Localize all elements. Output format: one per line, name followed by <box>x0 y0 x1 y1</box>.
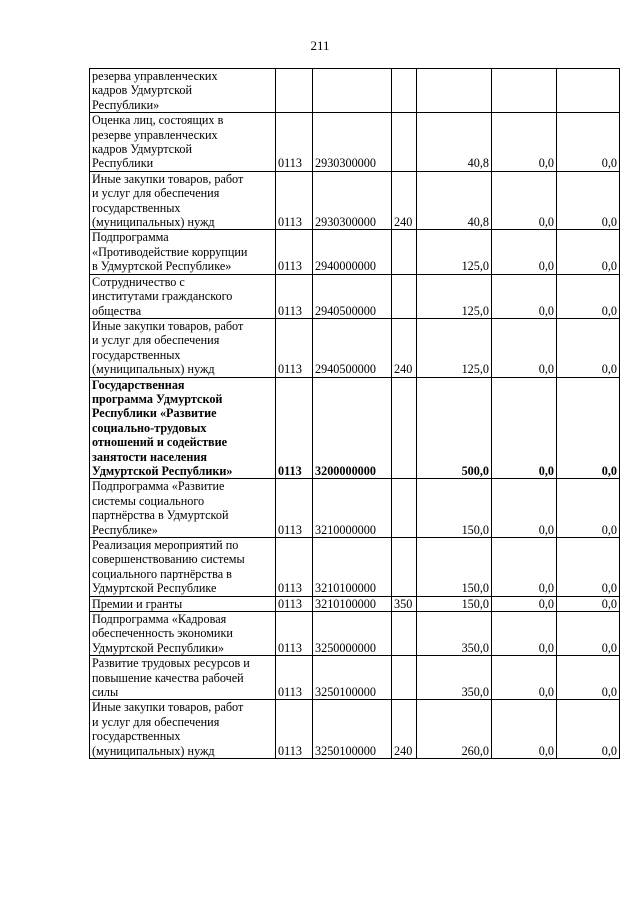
expense-type-cell <box>392 274 417 318</box>
item-name-line: Государственная <box>92 377 185 392</box>
target-article-cell: 2940000000 <box>313 230 392 274</box>
item-name-cell <box>90 656 276 700</box>
expense-type-cell <box>392 612 417 656</box>
target-article-cell: 2940500000 <box>313 274 392 318</box>
item-name-line: государственных <box>92 729 181 744</box>
table-row <box>90 230 620 274</box>
item-name-line: (муниципальных) нужд <box>92 743 215 758</box>
razdel-cell: 0113 <box>276 230 313 274</box>
item-name-line: резерве управленческих <box>92 127 218 142</box>
target-article-cell: 3210000000 <box>313 479 392 538</box>
amount-year3-cell: 0,0 <box>557 596 620 611</box>
item-name-line: совершенствованию системы <box>92 552 245 567</box>
item-name-line: и услуг для обеспечения <box>92 333 220 348</box>
amount-year3-cell: 0,0 <box>557 274 620 318</box>
amount-year2-cell: 0,0 <box>492 656 557 700</box>
amount-year3-cell: 0,0 <box>557 479 620 538</box>
target-article-cell: 2930300000 <box>313 113 392 172</box>
item-name-line: Республики «Развитие <box>92 406 217 421</box>
amount-year1-cell <box>417 69 492 113</box>
item-name-line: Иные закупки товаров, работ <box>92 700 244 715</box>
item-name-line: Удмуртской Республики» <box>92 640 224 655</box>
razdel-cell: 0113 <box>276 171 313 230</box>
target-article-cell: 3250100000 <box>313 700 392 759</box>
amount-year1-cell: 260,0 <box>417 700 492 759</box>
item-name-line: обеспеченность экономики <box>92 626 233 641</box>
item-name-cell <box>90 113 276 172</box>
table-row <box>90 479 620 538</box>
target-article-cell: 3250100000 <box>313 656 392 700</box>
item-name-line: Подпрограмма «Кадровая <box>92 612 227 627</box>
item-name-line: «Противодействие коррупции <box>92 244 248 259</box>
amount-year2-cell: 0,0 <box>492 113 557 172</box>
razdel-cell: 0113 <box>276 612 313 656</box>
amount-year1-cell: 125,0 <box>417 318 492 377</box>
amount-year1-cell: 150,0 <box>417 479 492 538</box>
amount-year2-cell: 0,0 <box>492 596 557 611</box>
table-row <box>90 656 620 700</box>
amount-year3-cell: 0,0 <box>557 538 620 597</box>
amount-year2-cell: 0,0 <box>492 274 557 318</box>
amount-year2-cell: 0,0 <box>492 479 557 538</box>
amount-year1-cell: 40,8 <box>417 171 492 230</box>
item-name-line: кадров Удмуртской <box>92 83 192 98</box>
item-name-cell <box>90 69 276 113</box>
expense-type-cell <box>392 69 417 113</box>
item-name-line: резерва управленческих <box>92 69 218 83</box>
expense-type-cell: 240 <box>392 700 417 759</box>
expense-type-cell: 240 <box>392 171 417 230</box>
page-number: 211 <box>310 38 330 53</box>
amount-year3-cell <box>557 69 620 113</box>
item-name-line: Оценка лиц, состоящих в <box>92 113 224 128</box>
item-name-line: Премии и гранты <box>92 596 183 611</box>
amount-year2-cell: 0,0 <box>492 612 557 656</box>
amount-year1-cell: 150,0 <box>417 538 492 597</box>
item-name-cell <box>90 230 276 274</box>
budget-table <box>89 68 620 759</box>
target-article-cell: 2930300000 <box>313 171 392 230</box>
razdel-cell: 0113 <box>276 479 313 538</box>
razdel-cell: 0113 <box>276 700 313 759</box>
item-name-line: Подпрограмма <box>92 230 169 245</box>
item-name-cell <box>90 479 276 538</box>
item-name-cell <box>90 171 276 230</box>
item-name-line: занятости населения <box>92 449 207 464</box>
table-row <box>90 274 620 318</box>
item-name-line: (муниципальных) нужд <box>92 362 215 377</box>
item-name-line: Подпрограмма «Развитие <box>92 479 225 494</box>
item-name-line: кадров Удмуртской <box>92 142 192 157</box>
razdel-cell: 0113 <box>276 377 313 479</box>
table-row <box>90 612 620 656</box>
item-name-line: отношений и содействие <box>92 435 228 450</box>
item-name-cell <box>90 318 276 377</box>
item-name-line: Республики <box>92 156 154 171</box>
amount-year3-cell: 0,0 <box>557 656 620 700</box>
item-name-line: Иные закупки товаров, работ <box>92 318 244 333</box>
expense-type-cell: 350 <box>392 596 417 611</box>
target-article-cell: 3210100000 <box>313 538 392 597</box>
item-name-line: системы социального <box>92 493 205 508</box>
razdel-cell: 0113 <box>276 113 313 172</box>
razdel-cell: 0113 <box>276 538 313 597</box>
table-row <box>90 69 620 113</box>
expense-type-cell <box>392 113 417 172</box>
item-name-line: Развитие трудовых ресурсов и <box>92 656 250 671</box>
amount-year1-cell: 125,0 <box>417 230 492 274</box>
item-name-line: повышение качества рабочей <box>92 670 244 685</box>
amount-year3-cell: 0,0 <box>557 377 620 479</box>
expense-type-cell <box>392 538 417 597</box>
expense-type-cell <box>392 479 417 538</box>
table-row <box>90 113 620 172</box>
target-article-cell <box>313 69 392 113</box>
item-name-line: силы <box>92 685 119 700</box>
table-row <box>90 318 620 377</box>
table-body <box>90 69 620 759</box>
expense-type-cell <box>392 377 417 479</box>
expense-type-cell <box>392 656 417 700</box>
item-name-line: Удмуртской Республики» <box>92 463 233 478</box>
item-name-line: Удмуртской Республике <box>92 581 217 596</box>
amount-year1-cell: 350,0 <box>417 656 492 700</box>
item-name-cell <box>90 538 276 597</box>
amount-year1-cell: 125,0 <box>417 274 492 318</box>
table-row <box>90 377 620 479</box>
item-name-cell <box>90 596 276 611</box>
amount-year3-cell: 0,0 <box>557 612 620 656</box>
item-name-line: государственных <box>92 347 181 362</box>
amount-year1-cell: 500,0 <box>417 377 492 479</box>
item-name-line: социального партнёрства в <box>92 566 232 581</box>
amount-year2-cell: 0,0 <box>492 230 557 274</box>
table-row <box>90 700 620 759</box>
item-name-cell <box>90 377 276 479</box>
item-name-line: в Удмуртской Республике» <box>92 259 232 274</box>
target-article-cell: 3200000000 <box>313 377 392 479</box>
amount-year3-cell: 0,0 <box>557 113 620 172</box>
amount-year3-cell: 0,0 <box>557 700 620 759</box>
item-name-line: государственных <box>92 200 181 215</box>
table-row <box>90 596 620 611</box>
razdel-cell <box>276 69 313 113</box>
razdel-cell: 0113 <box>276 596 313 611</box>
amount-year2-cell: 0,0 <box>492 538 557 597</box>
amount-year3-cell: 0,0 <box>557 230 620 274</box>
item-name-line: и услуг для обеспечения <box>92 714 220 729</box>
item-name-line: институтами гражданского <box>92 289 233 304</box>
amount-year2-cell: 0,0 <box>492 171 557 230</box>
item-name-line: Республике» <box>92 522 158 537</box>
item-name-line: социально-трудовых <box>92 420 207 435</box>
item-name-cell <box>90 612 276 656</box>
item-name-line: Реализация мероприятий по <box>92 538 239 552</box>
item-name-line: (муниципальных) нужд <box>92 215 215 230</box>
expense-type-cell <box>392 230 417 274</box>
target-article-cell: 3210100000 <box>313 596 392 611</box>
amount-year2-cell: 0,0 <box>492 318 557 377</box>
amount-year3-cell: 0,0 <box>557 171 620 230</box>
item-name-line: Иные закупки товаров, работ <box>92 171 244 186</box>
target-article-cell: 3250000000 <box>313 612 392 656</box>
amount-year3-cell: 0,0 <box>557 318 620 377</box>
table-row <box>90 171 620 230</box>
amount-year2-cell: 0,0 <box>492 377 557 479</box>
item-name-line: общества <box>92 303 142 318</box>
amount-year2-cell <box>492 69 557 113</box>
razdel-cell: 0113 <box>276 318 313 377</box>
amount-year2-cell: 0,0 <box>492 700 557 759</box>
razdel-cell: 0113 <box>276 274 313 318</box>
item-name-line: партнёрства в Удмуртской <box>92 508 229 523</box>
amount-year1-cell: 40,8 <box>417 113 492 172</box>
table-row <box>90 538 620 597</box>
item-name-line: Сотрудничество с <box>92 274 185 289</box>
amount-year1-cell: 350,0 <box>417 612 492 656</box>
razdel-cell: 0113 <box>276 656 313 700</box>
item-name-line: Республики» <box>92 97 160 112</box>
amount-year1-cell: 150,0 <box>417 596 492 611</box>
item-name-cell <box>90 700 276 759</box>
item-name-line: программа Удмуртской <box>92 391 223 406</box>
item-name-line: и услуг для обеспечения <box>92 186 220 201</box>
item-name-cell <box>90 274 276 318</box>
target-article-cell: 2940500000 <box>313 318 392 377</box>
expense-type-cell: 240 <box>392 318 417 377</box>
